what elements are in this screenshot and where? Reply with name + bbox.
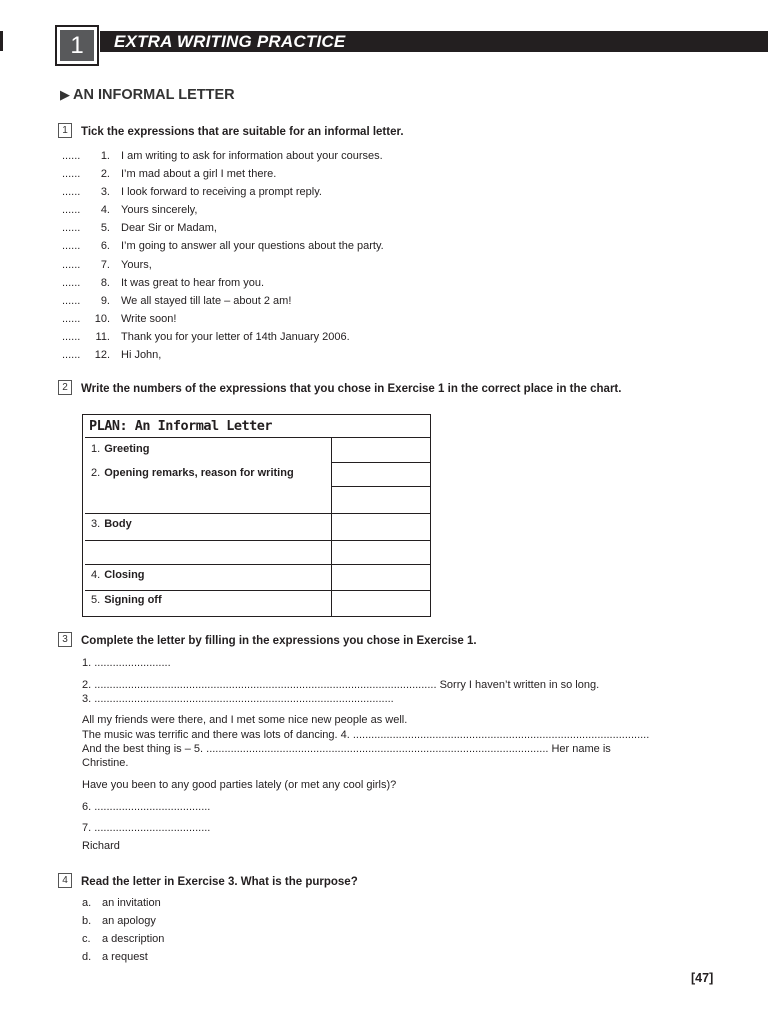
title-bar xyxy=(100,31,768,52)
letter-line: 1. ......................... xyxy=(82,657,171,669)
option-d: d. a request xyxy=(82,951,148,963)
plan-row-signing-off: 5. Signing off xyxy=(91,594,162,606)
plan-row-body: 3. Body xyxy=(91,518,132,530)
section-heading-text: AN INFORMAL LETTER xyxy=(73,87,235,103)
exercise-2-number: 2 xyxy=(58,380,72,395)
letter-line: All my friends were there, and I met some nice new people as well. xyxy=(82,714,408,726)
edge-marker xyxy=(0,31,3,51)
list-item: ...... 8. It was great to hear from you. xyxy=(62,276,265,289)
divider xyxy=(85,590,430,591)
list-item: ...... 6. I’m going to answer all your questions about the party. xyxy=(62,240,384,253)
section-heading xyxy=(60,87,235,103)
divider xyxy=(85,437,430,438)
exercise-1-instruction: Tick the expressions that are suitable for an informal letter. xyxy=(81,126,404,138)
list-item: ...... 11. Thank you for your letter of 14th January 2006. xyxy=(62,330,350,343)
play-arrow-icon: ▶ xyxy=(60,87,70,102)
divider xyxy=(331,462,430,463)
list-item: ...... 4. Yours sincerely, xyxy=(62,204,198,217)
divider xyxy=(85,564,430,565)
exercise-4-number: 4 xyxy=(58,873,72,888)
page-title: EXTRA WRITING PRACTICE xyxy=(114,32,346,51)
expression-list xyxy=(62,147,384,364)
letter-line: 7. ...................................... xyxy=(82,822,211,834)
option-a: a. an invitation xyxy=(82,897,161,909)
exercise-3-instruction: Complete the letter by filling in the expressions you chose in Exercise 1. xyxy=(81,635,477,647)
list-item: ...... 9. We all stayed till late – about 2 am! xyxy=(62,294,292,307)
list-item: ...... 12. Hi John, xyxy=(62,349,162,362)
unit-number: 1 xyxy=(60,30,94,61)
exercise-4-instruction: Read the letter in Exercise 3. What is the purpose? xyxy=(81,876,358,888)
exercise-1-number: 1 xyxy=(58,123,72,138)
letter-line: And the best thing is – 5. ................................................................................................................ Her name is xyxy=(82,743,611,755)
list-item: ...... 1. I am writing to ask for information about your courses. xyxy=(62,150,383,162)
letter-line: Christine. xyxy=(82,757,129,769)
divider xyxy=(85,513,430,514)
option-c: c. a description xyxy=(82,933,165,945)
plan-table xyxy=(82,414,431,617)
plan-title: PLAN: An Informal Letter xyxy=(89,418,273,434)
letter-line: 3. .................................................................................................. xyxy=(82,693,394,705)
divider xyxy=(331,486,430,487)
plan-row-closing: 4. Closing xyxy=(91,569,145,581)
plan-row-greeting: 1. Greeting xyxy=(91,443,150,455)
list-item: ...... 7. Yours, xyxy=(62,258,152,271)
letter-line: The music was terrific and there was lots of dancing. 4. ................................................................................................. xyxy=(82,729,650,741)
list-item: ...... 10. Write soon! xyxy=(62,312,177,325)
option-b: b. an apology xyxy=(82,915,156,927)
exercise-3-number: 3 xyxy=(58,632,72,647)
unit-number-box xyxy=(55,25,99,66)
letter-signature: Richard xyxy=(82,840,120,852)
list-item: ...... 2. I’m mad about a girl I met there. xyxy=(62,168,277,181)
divider xyxy=(85,540,430,541)
letter-line: 2. ................................................................................................................ Sorry I haven’t written in so long. xyxy=(82,679,600,691)
list-item: ...... 3. I look forward to receiving a prompt reply. xyxy=(62,186,322,199)
letter-line: Have you been to any good parties lately (or met any cool girls)? xyxy=(82,779,397,791)
page-number: [47] xyxy=(691,971,714,985)
plan-row-opening: 2. Opening remarks, reason for writing xyxy=(91,467,294,479)
letter-line: 6. ...................................... xyxy=(82,801,211,813)
list-item: ...... 5. Dear Sir or Madam, xyxy=(62,222,217,235)
exercise-2-instruction: Write the numbers of the expressions that you chose in Exercise 1 in the correct place in the chart. xyxy=(81,383,622,395)
